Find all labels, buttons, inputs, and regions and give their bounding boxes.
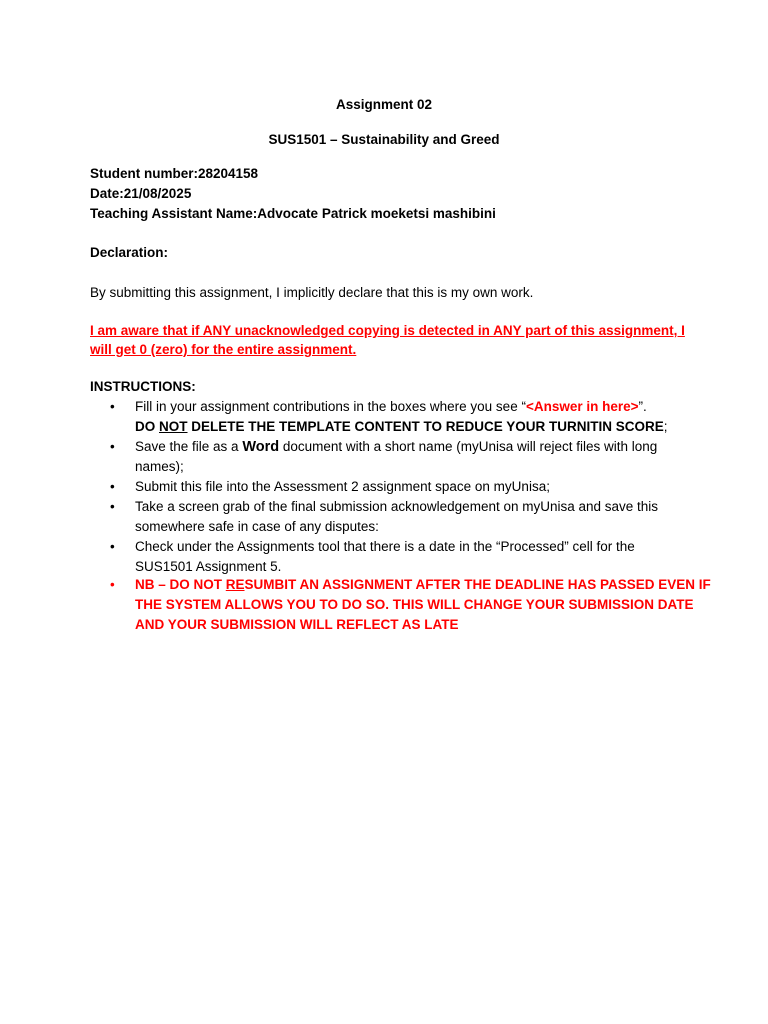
instruction-text: DO (135, 419, 160, 434)
bullet-icon: • (110, 479, 115, 494)
bullet-icon: • (110, 399, 115, 414)
instruction-text: DELETE THE TEMPLATE CONTENT TO REDUCE YOUR TURNITIN SCORE (187, 419, 664, 434)
teaching-assistant-name: Teaching Assistant Name:Advocate Patrick moeketsi mashibini (90, 206, 496, 221)
instruction-item-resubmit-warning (135, 575, 711, 635)
emphasis-not: NOT (159, 419, 188, 434)
instruction-text: Submit this file into the Assessment 2 assignment space on myUnisa; (135, 479, 550, 494)
instruction-item-screen-grab (135, 497, 675, 537)
instruction-text: SUMBIT AN ASSIGNMENT AFTER THE DEADLINE HAS PASSED EVEN IF (244, 577, 711, 592)
instruction-text: names); (135, 459, 184, 474)
instruction-text: somewhere safe in case of any disputes: (135, 519, 379, 534)
instruction-text: document with a short name (myUnisa will reject files with long (279, 439, 658, 454)
instruction-text: ”. (638, 399, 647, 414)
answer-placeholder-tag: <Answer in here> (525, 399, 639, 414)
instruction-text: THE SYSTEM ALLOWS YOU TO DO SO. THIS WILL CHANGE YOUR SUBMISSION DATE (135, 597, 694, 612)
plagiarism-warning-line-1: I am aware that if ANY unacknowledged copying is detected in ANY part of this assignment, I (90, 323, 685, 338)
submission-date: Date:21/08/2025 (90, 186, 192, 201)
instruction-text: SUS1501 Assignment 5. (135, 559, 282, 574)
instructions-heading: INSTRUCTIONS: (90, 379, 196, 394)
bullet-icon: • (110, 499, 115, 514)
instruction-text: AND YOUR SUBMISSION WILL REFLECT AS LATE (135, 617, 459, 632)
instruction-text: NB – DO NOT (135, 577, 226, 592)
instruction-text: Fill in your assignment contributions in the boxes where you see “ (135, 399, 526, 414)
instruction-item-save-file (135, 437, 675, 477)
instruction-item-submit (135, 477, 675, 497)
instruction-text: ; (663, 419, 668, 434)
student-number: Student number:28204158 (90, 166, 259, 181)
instruction-text: Take a screen grab of the final submission acknowledgement on myUnisa and save this (135, 499, 659, 514)
bullet-icon: • (110, 577, 115, 592)
emphasis-word: Word (242, 439, 280, 455)
emphasis-re: RE (225, 577, 245, 592)
bullet-icon: • (110, 439, 115, 454)
instruction-item-check-processed (135, 537, 675, 577)
assignment-title: Assignment 02 (335, 97, 433, 112)
instruction-item-fill-in (135, 397, 675, 437)
declaration-heading: Declaration: (90, 245, 169, 260)
instruction-text: Check under the Assignments tool that there is a date in the “Processed” cell for the (135, 539, 635, 554)
plagiarism-warning-line-2: will get 0 (zero) for the entire assignment. (90, 342, 357, 357)
declaration-statement: By submitting this assignment, I implicitly declare that this is my own work. (90, 285, 534, 300)
instruction-text: Save the file as a (135, 439, 243, 454)
bullet-icon: • (110, 539, 115, 554)
course-title: SUS1501 – Sustainability and Greed (268, 132, 500, 147)
